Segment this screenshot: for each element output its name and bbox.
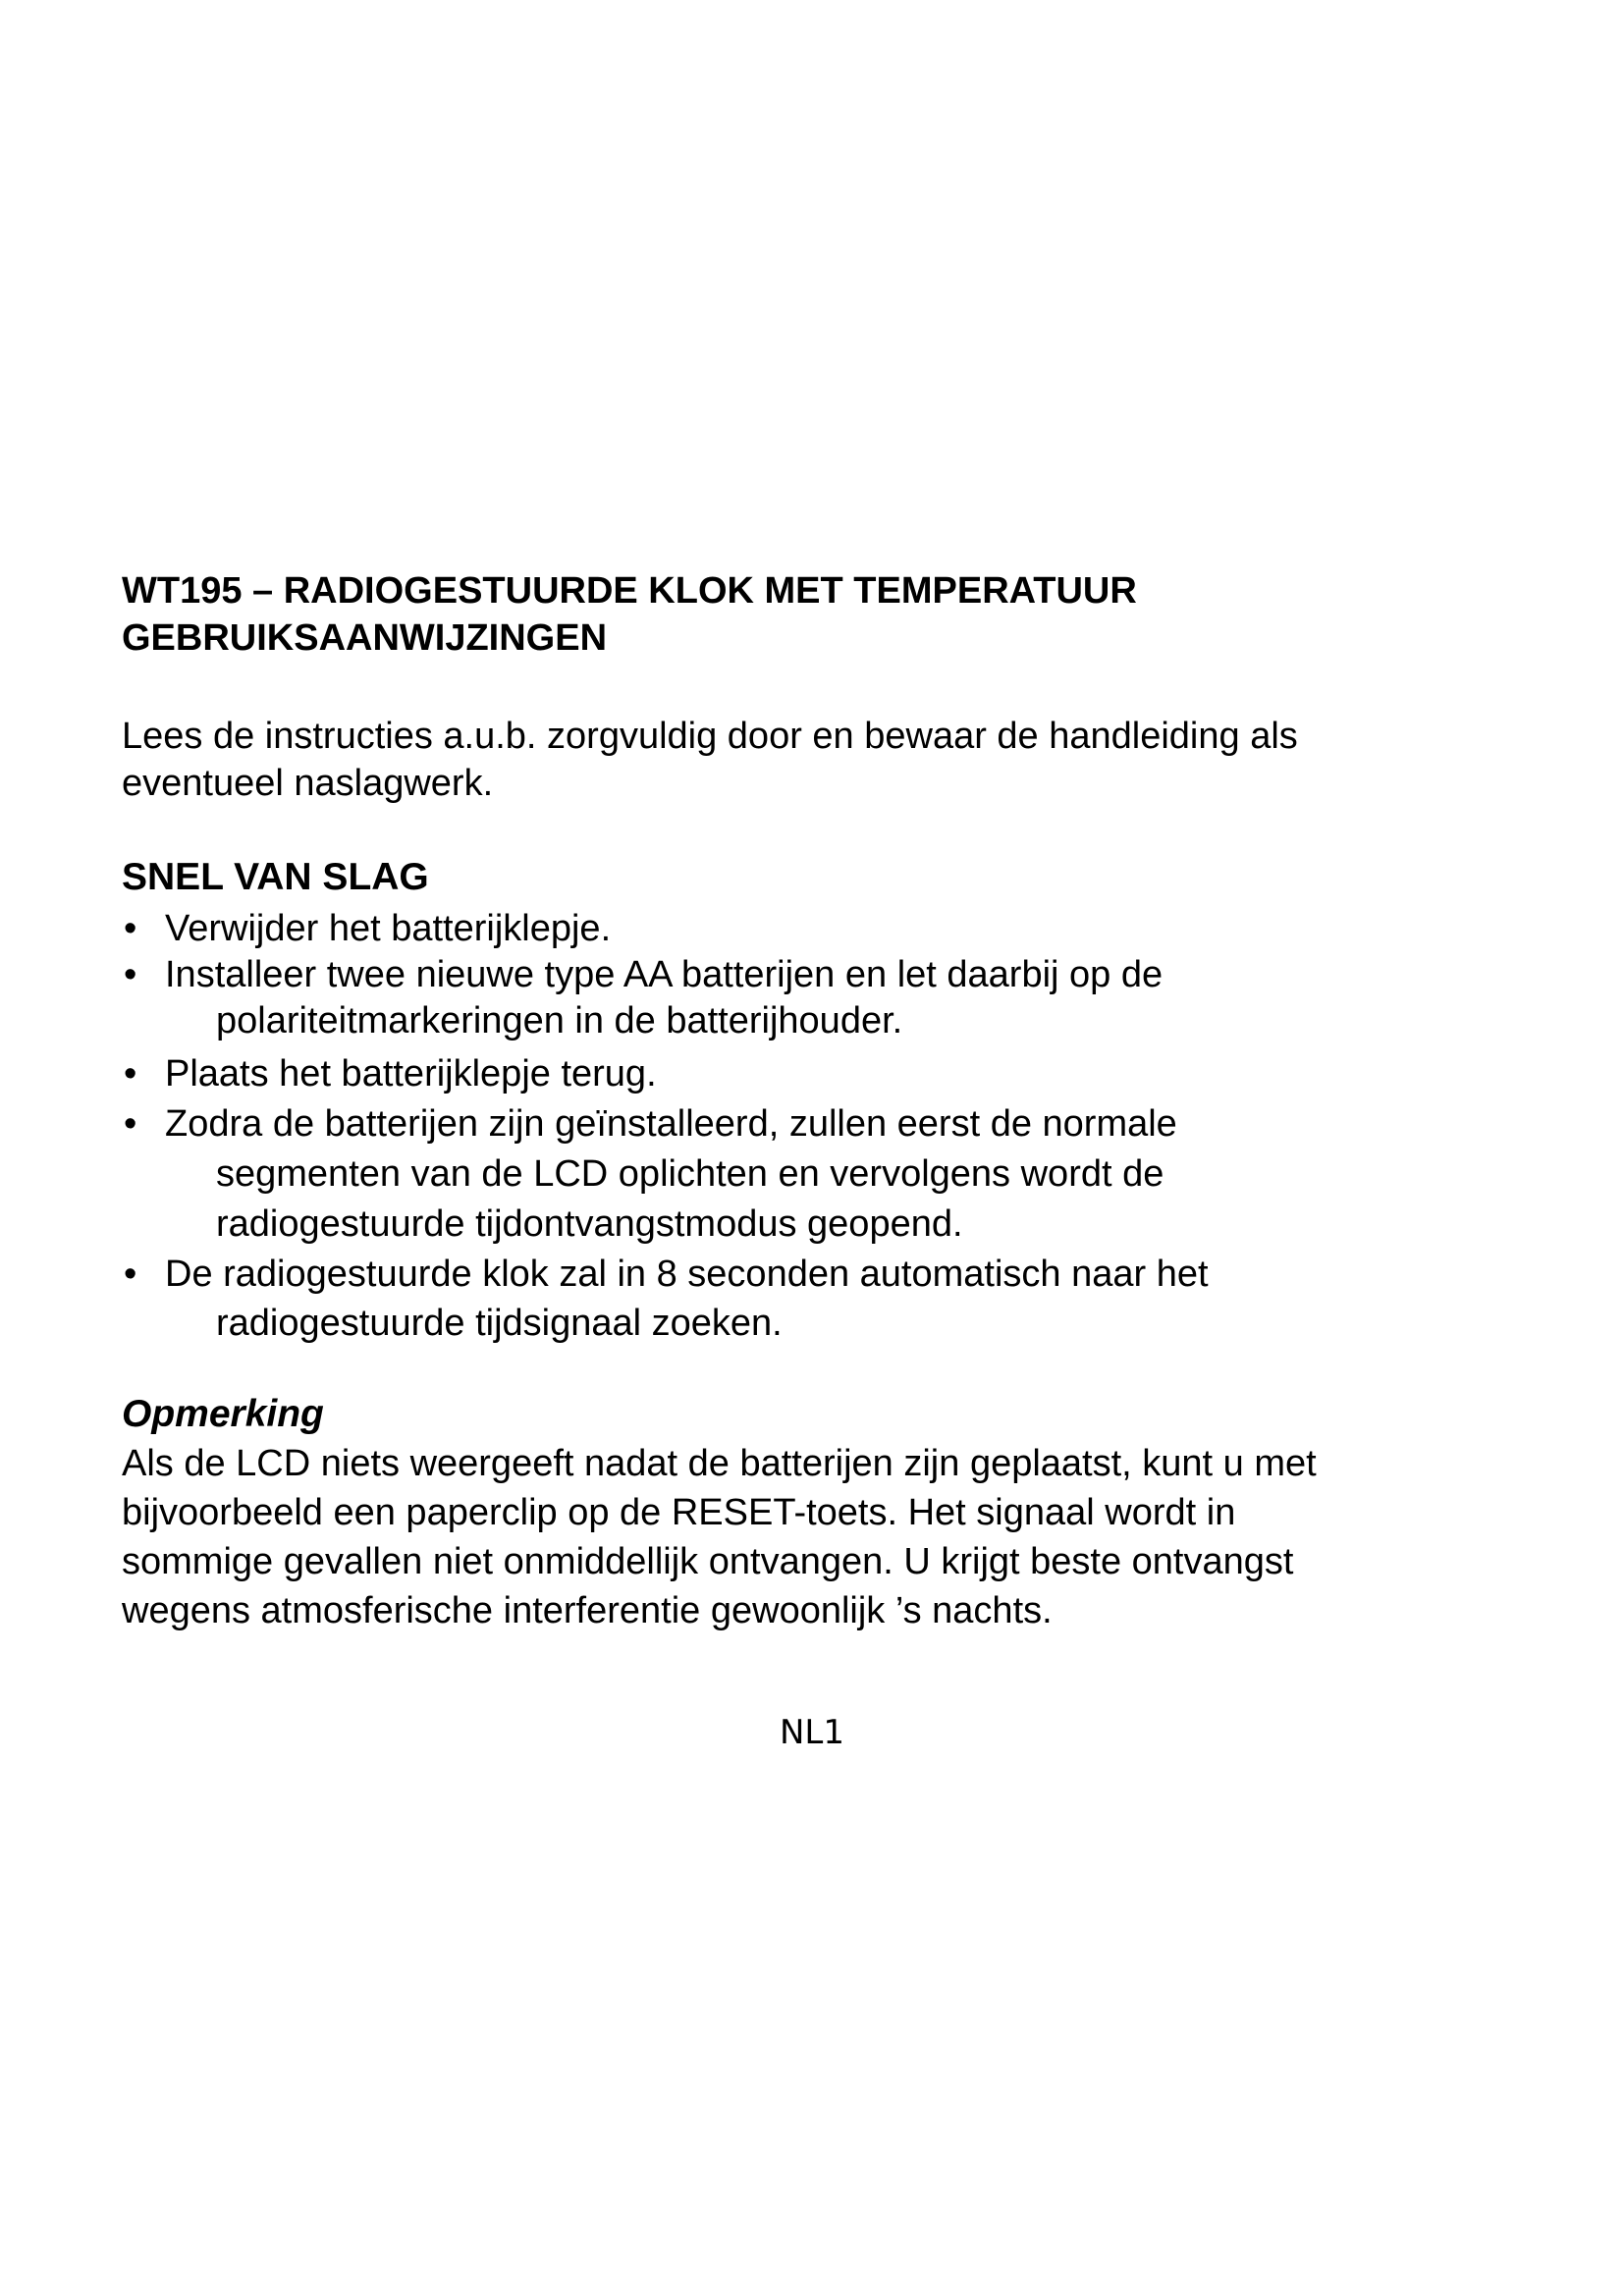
note-heading: Opmerking bbox=[122, 1393, 324, 1435]
bullet-icon: • bbox=[124, 1103, 137, 1145]
list-item bbox=[122, 1099, 1516, 1250]
list-item bbox=[122, 1250, 1516, 1348]
list-item-line: Plaats het batterijklepje terug. bbox=[165, 1053, 657, 1095]
list-item-line: radiogestuurde tijdsignaal zoeken. bbox=[216, 1303, 783, 1344]
quick-start-heading: SNEL VAN SLAG bbox=[122, 856, 429, 898]
intro-paragraph bbox=[122, 713, 1516, 807]
note-paragraph bbox=[122, 1439, 1536, 1635]
list-item bbox=[122, 952, 1516, 1044]
note-line: wegens atmosferische interferentie gewoonlijk ’s nachts. bbox=[122, 1590, 1053, 1631]
intro-line: Lees de instructies a.u.b. zorgvuldig door en bewaar de handleiding als bbox=[122, 716, 1298, 757]
list-item-line: Zodra de batterijen zijn geïnstalleerd, zullen eerst de normale bbox=[165, 1103, 1177, 1145]
list-item bbox=[122, 905, 1516, 952]
bullet-icon: • bbox=[124, 908, 137, 949]
title-line: WT195 – RADIOGESTUURDE KLOK MET TEMPERATUUR bbox=[122, 570, 1137, 612]
intro-line: eventueel naslagwerk. bbox=[122, 763, 494, 804]
note-line: bijvoorbeeld een paperclip op de RESET-toets. Het signaal wordt in bbox=[122, 1492, 1236, 1533]
list-item-line: polariteitmarkeringen in de batterijhouder. bbox=[216, 1000, 903, 1041]
bullet-icon: • bbox=[124, 954, 137, 995]
bullet-icon: • bbox=[124, 1254, 137, 1295]
note-line: sommige gevallen niet onmiddellijk ontvangen. U krijgt beste ontvangst bbox=[122, 1541, 1294, 1582]
list-item-line: Installeer twee nieuwe type AA batterijen en let daarbij op de bbox=[165, 954, 1164, 995]
note-line: Als de LCD niets weergeeft nadat de batterijen zijn geplaatst, kunt u met bbox=[122, 1443, 1317, 1484]
list-item-line: radiogestuurde tijdontvangstmodus geopend. bbox=[216, 1203, 963, 1245]
page-number: NL1 bbox=[779, 1713, 844, 1752]
quick-start-list bbox=[122, 905, 1516, 1348]
document-title bbox=[122, 567, 1516, 662]
list-item-line: Verwijder het batterijklepje. bbox=[165, 908, 612, 949]
bullet-icon: • bbox=[124, 1053, 137, 1095]
title-subline: GEBRUIKSAANWIJZINGEN bbox=[122, 617, 608, 659]
list-item-line: segmenten van de LCD oplichten en vervolgens wordt de bbox=[216, 1153, 1164, 1195]
list-item bbox=[122, 1050, 1516, 1097]
list-item-line: De radiogestuurde klok zal in 8 seconden automatisch naar het bbox=[165, 1254, 1209, 1295]
